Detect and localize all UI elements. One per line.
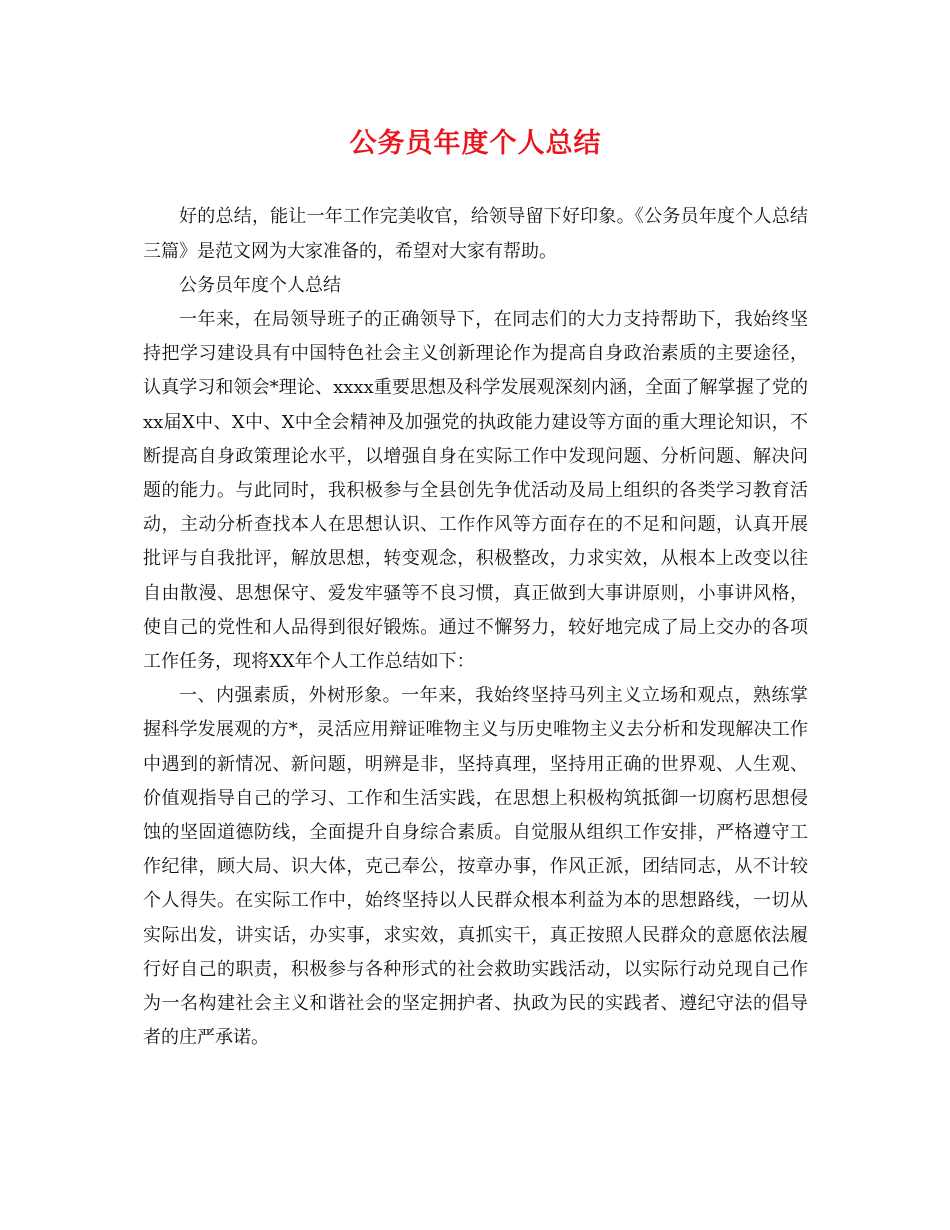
intro-paragraph: 好的总结，能让一年工作完美收官，给领导留下好印象。《公务员年度个人总结三篇》是范文网为大家准备的，希望对大家有帮助。 [143, 206, 808, 262]
document-page [143, 128, 808, 1055]
body-paragraph-2: 一、内强素质，外树形象。一年来，我始终坚持马列主义立场和观点，熟练掌握科学发展观的方*，灵活应用辩证唯物主义与历史唯物主义去分析和发现解决工作中遇到的新情况、新问题，明辨是非，坚持真理，坚持用正确的世界观、人生观、价值观指导自己的学习、工作和生活实践，在思想上积极构筑抵御一切腐朽思想侵蚀的坚固道德防线，全面提升自身综合素质。自觉服从组织工作安排，严格遵守工作纪律，顾大局、识大体，克己奉公，按章办事，作风正派，团结同志，从不计较个人得失。在实际工作中，始终坚持以人民群众根本利益为本的思想路线，一切从实际出发，讲实话，办实事，求实效，真抓实干，真正按照人民群众的意愿依法履行好自己的职责，积极参与各种形式的社会救助实践活动，以实际行动兑现自己作为一名构建社会主义和谐社会的坚定拥护者、执政为民的实践者、遵纪守法的倡导者的庄严承诺。 [143, 685, 808, 1049]
section-heading: 公务员年度个人总结 [179, 274, 341, 296]
document-title: 公务员年度个人总结 [349, 128, 602, 159]
body-paragraph-1: 一年来，在局领导班子的正确领导下，在同志们的大力支持帮助下，我始终坚持把学习建设具有中国特色社会主义创新理论作为提高自身政治素质的主要途径，认真学习和领会*理论、xxxx重要思想及科学发展观深刻内涵，全面了解掌握了党的xx届X中、X中、X中全会精神及加强党的执政能力建设等方面的重大理论知识，不断提高自身政策理论水平，以增强自身在实际工作中发现问题、分析问题、解决问题的能力。与此同时，我积极参与全县创先争优活动及局上组织的各类学习教育活动，主动分析查找本人在思想认识、工作作风等方面存在的不足和问题，认真开展批评与自我批评，解放思想，转变观念，积极整改，力求实效，从根本上改变以往自由散漫、思想保守、爱发牢骚等不良习惯，真正做到大事讲原则，小事讲风格，使自己的党性和人品得到很好锻炼。通过不懈努力，较好地完成了局上交办的各项工作任务，现将XX年个人工作总结如下： [143, 309, 808, 673]
